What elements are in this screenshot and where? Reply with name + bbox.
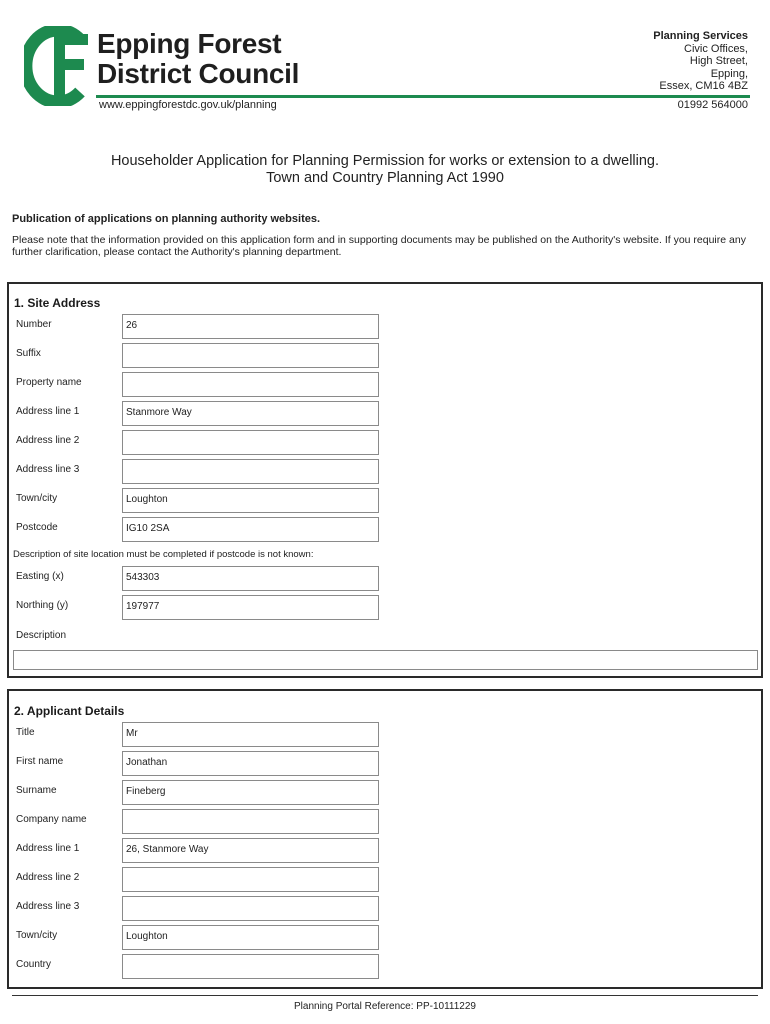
applicant-town-row	[9, 925, 761, 950]
company-name-row	[9, 809, 761, 834]
publication-heading: Publication of applications on planning authority websites.	[12, 213, 321, 225]
section-title: 2. Applicant Details	[14, 704, 125, 718]
town-label: Town/city	[16, 493, 58, 504]
surname-label: Surname	[16, 785, 57, 796]
department-name: Planning Services	[653, 30, 748, 42]
address-line3-row	[9, 459, 761, 484]
easting-label: Easting (x)	[16, 571, 64, 582]
applicant-details-section	[7, 689, 763, 989]
applicant-address-line3-row	[9, 896, 761, 921]
address-line1-field[interactable]: Stanmore Way	[122, 401, 379, 426]
town-field[interactable]: Loughton	[122, 488, 379, 513]
address-line3-field[interactable]	[122, 896, 379, 921]
northing-row	[9, 595, 761, 620]
suffix-row	[9, 343, 761, 368]
address-line1-row	[9, 401, 761, 426]
council-name	[97, 29, 299, 89]
company-name-field[interactable]	[122, 809, 379, 834]
applicant-address-line2-row	[9, 867, 761, 892]
address-line1-label: Address line 1	[16, 843, 80, 854]
northing-field[interactable]: 197977	[122, 595, 379, 620]
country-row	[9, 954, 761, 979]
northing-label: Northing (y)	[16, 600, 69, 611]
suffix-label: Suffix	[16, 348, 41, 359]
address-line2-field[interactable]	[122, 867, 379, 892]
site-address-section	[7, 282, 763, 678]
property-name-row	[9, 372, 761, 397]
postcode-row	[9, 517, 761, 542]
description-row	[9, 625, 761, 650]
title-row	[9, 722, 761, 747]
council-name-line2: District Council	[97, 58, 300, 89]
surname-row	[9, 780, 761, 805]
number-field[interactable]: 26	[122, 314, 379, 339]
easting-row	[9, 566, 761, 591]
address-line1-field[interactable]: 26, Stanmore Way	[122, 838, 379, 863]
postcode-field[interactable]: IG10 2SA	[122, 517, 379, 542]
document-title	[0, 153, 770, 187]
description-field[interactable]	[13, 650, 758, 670]
address-line2-field[interactable]	[122, 430, 379, 455]
title-field[interactable]: Mr	[122, 722, 379, 747]
section-title: 1. Site Address	[14, 296, 101, 310]
footer-rule	[12, 995, 758, 996]
address-line: Epping,	[710, 67, 748, 80]
address-line2-label: Address line 2	[16, 435, 80, 446]
first-name-row	[9, 751, 761, 776]
applicant-address-line1-row	[9, 838, 761, 863]
country-field[interactable]	[122, 954, 379, 979]
address-line: Civic Offices,	[684, 42, 748, 55]
company-name-label: Company name	[16, 814, 87, 825]
address-line3-field[interactable]	[122, 459, 379, 484]
address-line3-label: Address line 3	[16, 901, 80, 912]
address-line: High Street,	[689, 55, 748, 67]
postcode-label: Postcode	[16, 522, 58, 533]
property-name-label: Property name	[16, 377, 82, 388]
council-logo-icon	[24, 26, 90, 106]
header-rule	[96, 95, 750, 98]
address-line: Essex, CM16 4BZ	[659, 80, 748, 92]
number-label: Number	[16, 319, 52, 330]
portal-reference: Planning Portal Reference: PP-10111229	[294, 1001, 476, 1012]
address-line3-label: Address line 3	[16, 464, 80, 475]
phone-number: 01992 564000	[677, 99, 748, 111]
property-name-field[interactable]	[122, 372, 379, 397]
first-name-field[interactable]: Jonathan	[122, 751, 379, 776]
title-label: Title	[16, 727, 35, 738]
location-note: Description of site location must be completed if postcode is not known:	[13, 549, 314, 560]
description-label: Description	[16, 630, 67, 641]
council-name-line1: Epping Forest	[97, 28, 282, 59]
document-title-line2: Town and Country Planning Act 1990	[266, 170, 504, 186]
suffix-field[interactable]	[122, 343, 379, 368]
first-name-label: First name	[16, 756, 64, 767]
number-row	[9, 314, 761, 339]
easting-field[interactable]: 543303	[122, 566, 379, 591]
office-address	[653, 30, 748, 93]
document-title-line1: Householder Application for Planning Permission for works or extension to a dwelling.	[110, 153, 660, 169]
country-label: Country	[16, 959, 52, 970]
address-line2-label: Address line 2	[16, 872, 80, 883]
address-line2-row	[9, 430, 761, 455]
website-link[interactable]: www.eppingforestdc.gov.uk/planning	[99, 99, 277, 111]
town-label: Town/city	[16, 930, 58, 941]
address-line1-label: Address line 1	[16, 406, 80, 417]
town-row	[9, 488, 761, 513]
publication-note: Please note that the information provided on this application form and in supporting documents may be published on the Authority's website. If you require any further clarification, please contact the Authority's planning department.	[12, 234, 746, 258]
surname-field[interactable]: Fineberg	[122, 780, 379, 805]
town-field[interactable]: Loughton	[122, 925, 379, 950]
